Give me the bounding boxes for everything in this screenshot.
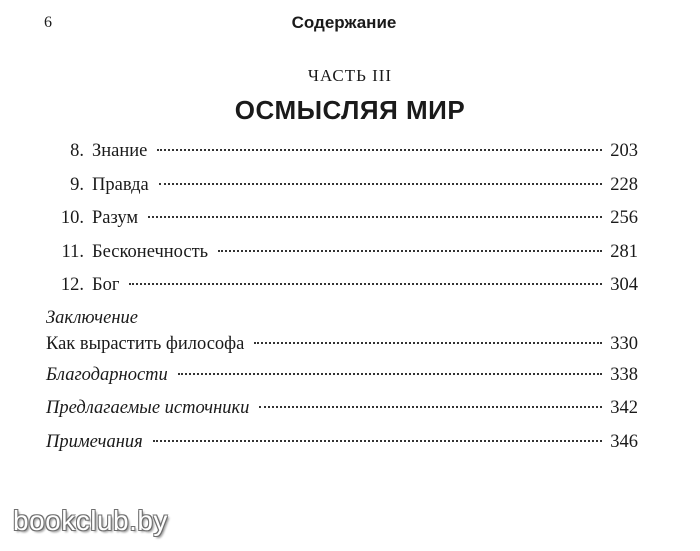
dot-leader <box>254 341 602 344</box>
toc-entry[interactable] <box>46 269 638 303</box>
dot-leader <box>148 215 602 218</box>
chapter-title: Бог <box>92 275 120 295</box>
part-label: ЧАСТЬ III <box>307 66 393 85</box>
page-reference: 346 <box>610 431 638 452</box>
toc-entry[interactable] <box>46 169 638 203</box>
page-reference: 203 <box>610 141 638 161</box>
chapter-title: Разум <box>92 208 139 228</box>
acknowledgements-title: Благодарности <box>46 364 168 385</box>
suggested-sources-title: Предлагаемые источники <box>46 398 250 418</box>
chapter-number: 9. <box>70 174 84 195</box>
part-title: ОСМЫСЛЯЯ МИР <box>234 95 466 125</box>
dot-leader <box>157 148 602 151</box>
conclusion-label: Заключение <box>46 307 138 328</box>
watermark: bookclub.by <box>13 505 168 536</box>
dot-leader <box>129 282 602 285</box>
page-reference: 330 <box>610 333 638 354</box>
toc-entry[interactable] <box>46 202 638 236</box>
toc-entry[interactable] <box>46 236 638 270</box>
toc-entry-acknowledgements[interactable] <box>46 359 638 393</box>
dot-leader <box>218 249 602 252</box>
toc-entry[interactable] <box>46 135 638 169</box>
page-reference: 338 <box>610 364 638 385</box>
dot-leader <box>259 405 602 408</box>
running-head: Содержание <box>291 13 397 32</box>
conclusion-title: Как вырастить философа <box>46 333 245 354</box>
chapter-number: 10. <box>60 208 84 228</box>
page-reference: 281 <box>610 241 638 262</box>
toc-entry-conclusion[interactable] <box>46 329 638 359</box>
dot-leader <box>178 372 602 375</box>
chapter-title: Знание <box>92 141 148 161</box>
toc-entry-suggested-sources[interactable] <box>46 392 638 426</box>
dot-leader <box>153 439 603 442</box>
chapter-number: 8. <box>70 141 84 161</box>
page-reference: 342 <box>610 398 638 418</box>
page-number: 6 <box>44 14 52 31</box>
table-of-contents <box>46 135 638 459</box>
toc-entry-notes[interactable] <box>46 426 638 460</box>
chapter-number: 12. <box>60 275 84 295</box>
page-reference: 228 <box>610 174 638 195</box>
notes-title: Примечания <box>46 431 143 452</box>
chapter-title: Правда <box>92 174 149 195</box>
page-reference: 304 <box>610 275 638 295</box>
chapter-title: Бесконечность <box>92 241 209 262</box>
chapter-number: 11. <box>61 241 84 262</box>
page-reference: 256 <box>610 208 638 228</box>
dot-leader <box>159 182 603 185</box>
